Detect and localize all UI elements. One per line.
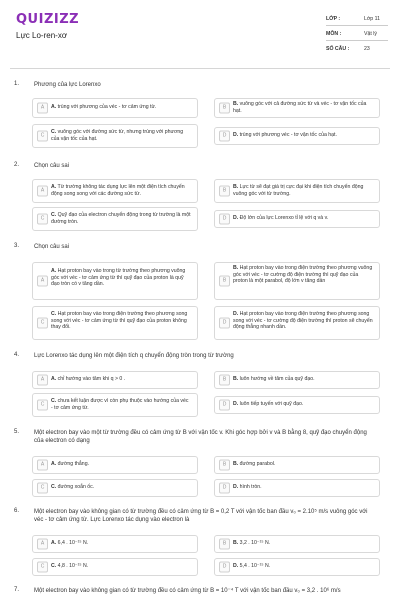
question-number: 7. [14,587,20,593]
question-text: Phương của lực Lorenxo [34,82,101,88]
quizizz-logo: QUIZIZZ [16,12,80,27]
option-letter: A [37,186,48,197]
answer-option-b[interactable] [214,179,380,203]
option-text: C. vuông góc với đường sức từ, nhưng trùng với phương của vận tốc của hạt. [51,129,184,142]
subject-label: MÔN : [326,31,342,37]
answer-option-b[interactable] [214,371,380,389]
option-text: A. chỉ hướng vào tâm khi q > 0 . [51,376,126,382]
answer-option-d[interactable] [214,306,380,340]
option-letter: D [219,562,230,573]
question-number: 4. [14,352,20,358]
option-letter: B [219,375,230,386]
answer-option-d[interactable] [214,127,380,145]
answer-option-a[interactable] [32,371,198,389]
option-letter: C [37,562,48,573]
question-text: Lực Lorenxo tác dụng lên một điện tích q chuyển động tròn trong từ trường [34,353,234,359]
option-text: B. 3,2 . 10⁻¹⁵ N. [233,540,271,546]
option-text: D. trùng với phương véc - tơ vận tốc của hạt. [233,132,337,138]
answer-option-b[interactable] [214,262,380,300]
option-letter: A [37,539,48,550]
answer-option-d[interactable] [214,210,380,228]
option-letter: B [219,276,230,287]
option-letter: D [219,318,230,329]
option-letter: A [37,103,48,114]
option-text: C. Quỹ đạo của electron chuyển động trong từ trường là một đường tròn. [51,212,191,225]
subject-value: Vật lý [364,31,377,37]
option-text: C. đường xoắn ốc. [51,484,95,490]
answer-option-a[interactable] [32,262,198,300]
class-label: LỚP : [326,16,341,22]
answer-option-c[interactable] [32,393,198,417]
question-text: Chọn câu sai [34,244,70,250]
option-letter: A [37,460,48,471]
option-letter: C [37,214,48,225]
option-text: C. Hạt proton bay vào trong điện trường theo phương song song với véc - tơ cảm ứng từ thì quỹ đạo của proton không thay đổi. [51,311,188,331]
answer-option-d[interactable] [214,396,380,414]
answer-option-d[interactable] [214,479,380,497]
option-text: B. Lực từ sẽ đạt giá trị cực đại khi điện tích chuyển động vuông góc với từ trường. [233,184,364,197]
question-number: 3. [14,243,20,249]
option-letter: B [219,186,230,197]
answer-option-c[interactable] [32,124,198,148]
answer-option-a[interactable] [32,179,198,203]
option-text: D. luôn tiếp tuyến với quỹ đạo. [233,401,304,407]
question-number: 5. [14,429,20,435]
option-letter: C [37,131,48,142]
option-text: D. hình tròn. [233,484,262,490]
option-letter: D [219,214,230,225]
option-letter: C [37,318,48,329]
answer-option-a[interactable] [32,456,198,474]
option-text: C. 4,8 . 10⁻¹⁵ N. [51,563,89,569]
question-number: 1. [14,81,20,87]
option-text: A. trùng với phương của véc - tơ cảm ứng từ. [51,104,157,110]
option-text: A. Từ trường không tác dụng lực lên một điện tích chuyển động song song với các đường sức từ. [51,184,185,197]
quiz-title: Lực Lo-ren-xơ [16,31,68,40]
answer-option-a[interactable] [32,98,198,118]
question-text: Một electron bay vào một từ trường đều có cảm ứng từ B với vận tốc v. Khi góc hợp bởi v và B bằng 8, quỹ đạo chuyển động của electron có dạng [34,430,367,444]
option-letter: C [37,483,48,494]
question-text: Một electron bay vào không gian có từ trường đều có cảm ứng từ B = 0,2 T với vận tốc ban đầu v₀ = 2.10⁵ m/s vuông góc với véc - tơ cảm ứng từ. Lực Lorenxo tác dụng vào electron là [34,509,368,523]
option-text: D. Hạt proton bay vào trong điện trường theo phương song song với véc - tơ cường độ điện trường thì proton sẽ chuyển động thẳng nhanh dần. [233,311,373,331]
option-letter: B [219,460,230,471]
option-letter: A [37,375,48,386]
answer-option-a[interactable] [32,535,198,553]
question-text: Một electron bay vào không gian có từ trường đều có cảm ứng từ B = 10⁻⁴ T với vận tốc ban đầu v₀ = 3,2 . 10⁶ m/s [34,588,341,594]
option-text: D. Độ lớn của lực Lorenxo tỉ lệ với q và v. [233,215,329,221]
option-letter: D [219,483,230,494]
option-text: A. 6,4 . 10⁻¹⁵ N. [51,540,89,546]
answer-option-b[interactable] [214,98,380,118]
option-text: C. chưa kết luận được vì còn phụ thuộc vào hướng của véc - tơ cảm ứng từ. [51,398,189,411]
option-letter: D [219,131,230,142]
question-number: 6. [14,508,20,514]
answer-option-b[interactable] [214,456,380,474]
question-text: Chọn câu sai [34,163,70,169]
option-letter: C [37,400,48,411]
answer-option-c[interactable] [32,306,198,340]
header-divider [10,68,390,69]
worksheet-header [0,0,400,66]
answer-option-d[interactable] [214,558,380,576]
answer-option-c[interactable] [32,479,198,497]
divider [326,40,388,41]
option-text: B. Hạt proton bay vào trong điện trường theo phương vuông góc với véc - tơ cường độ điện trường thì quỹ đạo của proton là một parabol, độ lớn v tăng dần [233,265,373,285]
divider [326,25,388,26]
answer-option-c[interactable] [32,558,198,576]
option-text: B. luôn hướng về tâm của quỹ đạo. [233,376,315,382]
option-letter: B [219,539,230,550]
answer-option-c[interactable] [32,207,198,231]
class-value: Lớp 11 [364,16,380,22]
option-letter: D [219,400,230,411]
option-text: B. đường parabol. [233,461,276,467]
answer-option-b[interactable] [214,535,380,553]
option-text: A. Hạt proton bay vào trong từ trường theo phương vuông góc với véc - tơ cảm ứng từ thì quỹ đạo của proton là quỹ đạo tròn có v tăng dần. [51,268,186,288]
count-label: SỐ CÂU : [326,46,350,52]
option-text: B. vuông góc với cả đường sức từ và véc - tơ vận tốc của hạt. [233,101,367,114]
option-text: D. 5,4 . 10⁻¹⁵ N. [233,563,271,569]
count-value: 23 [364,46,370,52]
question-number: 2. [14,162,20,168]
option-letter: B [219,103,230,114]
option-text: A. đường thẳng. [51,461,90,467]
option-letter: A [37,276,48,287]
